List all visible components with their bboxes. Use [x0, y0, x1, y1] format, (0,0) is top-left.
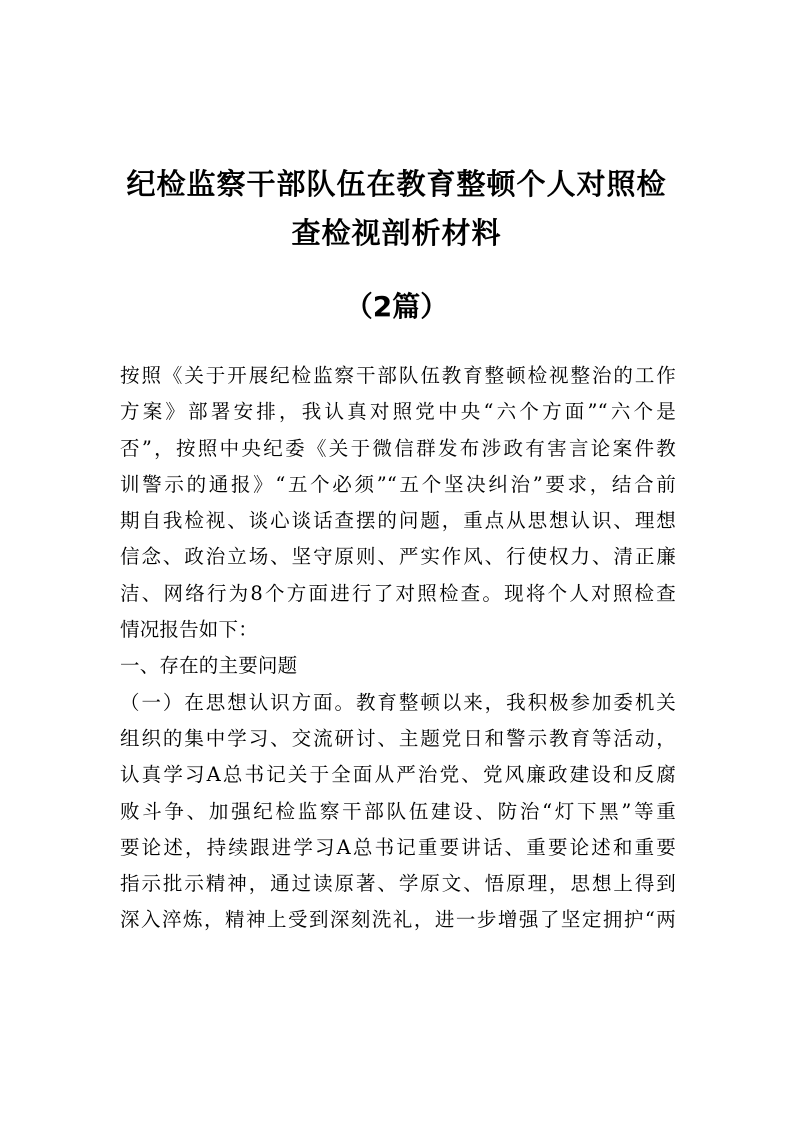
document-subtitle: （2篇） [344, 290, 449, 323]
document-body [120, 358, 676, 939]
body-line: 信念、政治立场、坚守原则、严实作风、行使权力、清正廉 [120, 545, 676, 569]
body-line: 指示批示精神，通过读原著、学原文、悟原理，思想上得到 [120, 872, 676, 896]
document-title [100, 160, 693, 258]
body-line: （一）在思想认识方面。教育整顿以来，我积极参加委机关 [120, 690, 676, 714]
body-line: 按照《关于开展纪检监察干部队伍教育整顿检视整治的工作 [120, 364, 676, 387]
body-line: 训警示的通报》“五个必须”“五个坚决纠治”要求，结合前 [120, 472, 676, 496]
body-line: 方案》部署安排，我认真对照党中央“六个方面”“六个是 [120, 400, 676, 424]
body-line: 败斗争、加强纪检监察干部队伍建设、防治“灯下黑”等重 [120, 799, 676, 823]
body-line: 组织的集中学习、交流研讨、主题党日和警示教育等活动， [120, 726, 676, 750]
body-line: 深入淬炼，精神上受到深刻洗礼，进一步增强了坚定拥护“两 [120, 908, 676, 932]
section-heading: 一、存在的主要问题 [120, 654, 298, 678]
title-line-1: 纪检监察干部队伍在教育整顿个人对照检 [126, 167, 667, 201]
body-line: 认真学习A总书记关于全面从严治党、党风廉政建设和反腐 [120, 763, 676, 787]
body-line: 要论述，持续跟进学习A总书记重要讲话、重要论述和重要 [120, 835, 676, 859]
body-line: 期自我检视、谈心谈话查摆的问题，重点从思想认识、理想 [120, 509, 676, 533]
body-line: 洁、网络行为8个方面进行了对照检查。现将个人对照检查 [120, 581, 676, 605]
body-line: 否”，按照中央纪委《关于微信群发布涉政有害言论案件教 [120, 436, 676, 460]
body-line: 情况报告如下： [120, 618, 258, 642]
title-line-2: 查检视剖析材料 [291, 216, 502, 250]
